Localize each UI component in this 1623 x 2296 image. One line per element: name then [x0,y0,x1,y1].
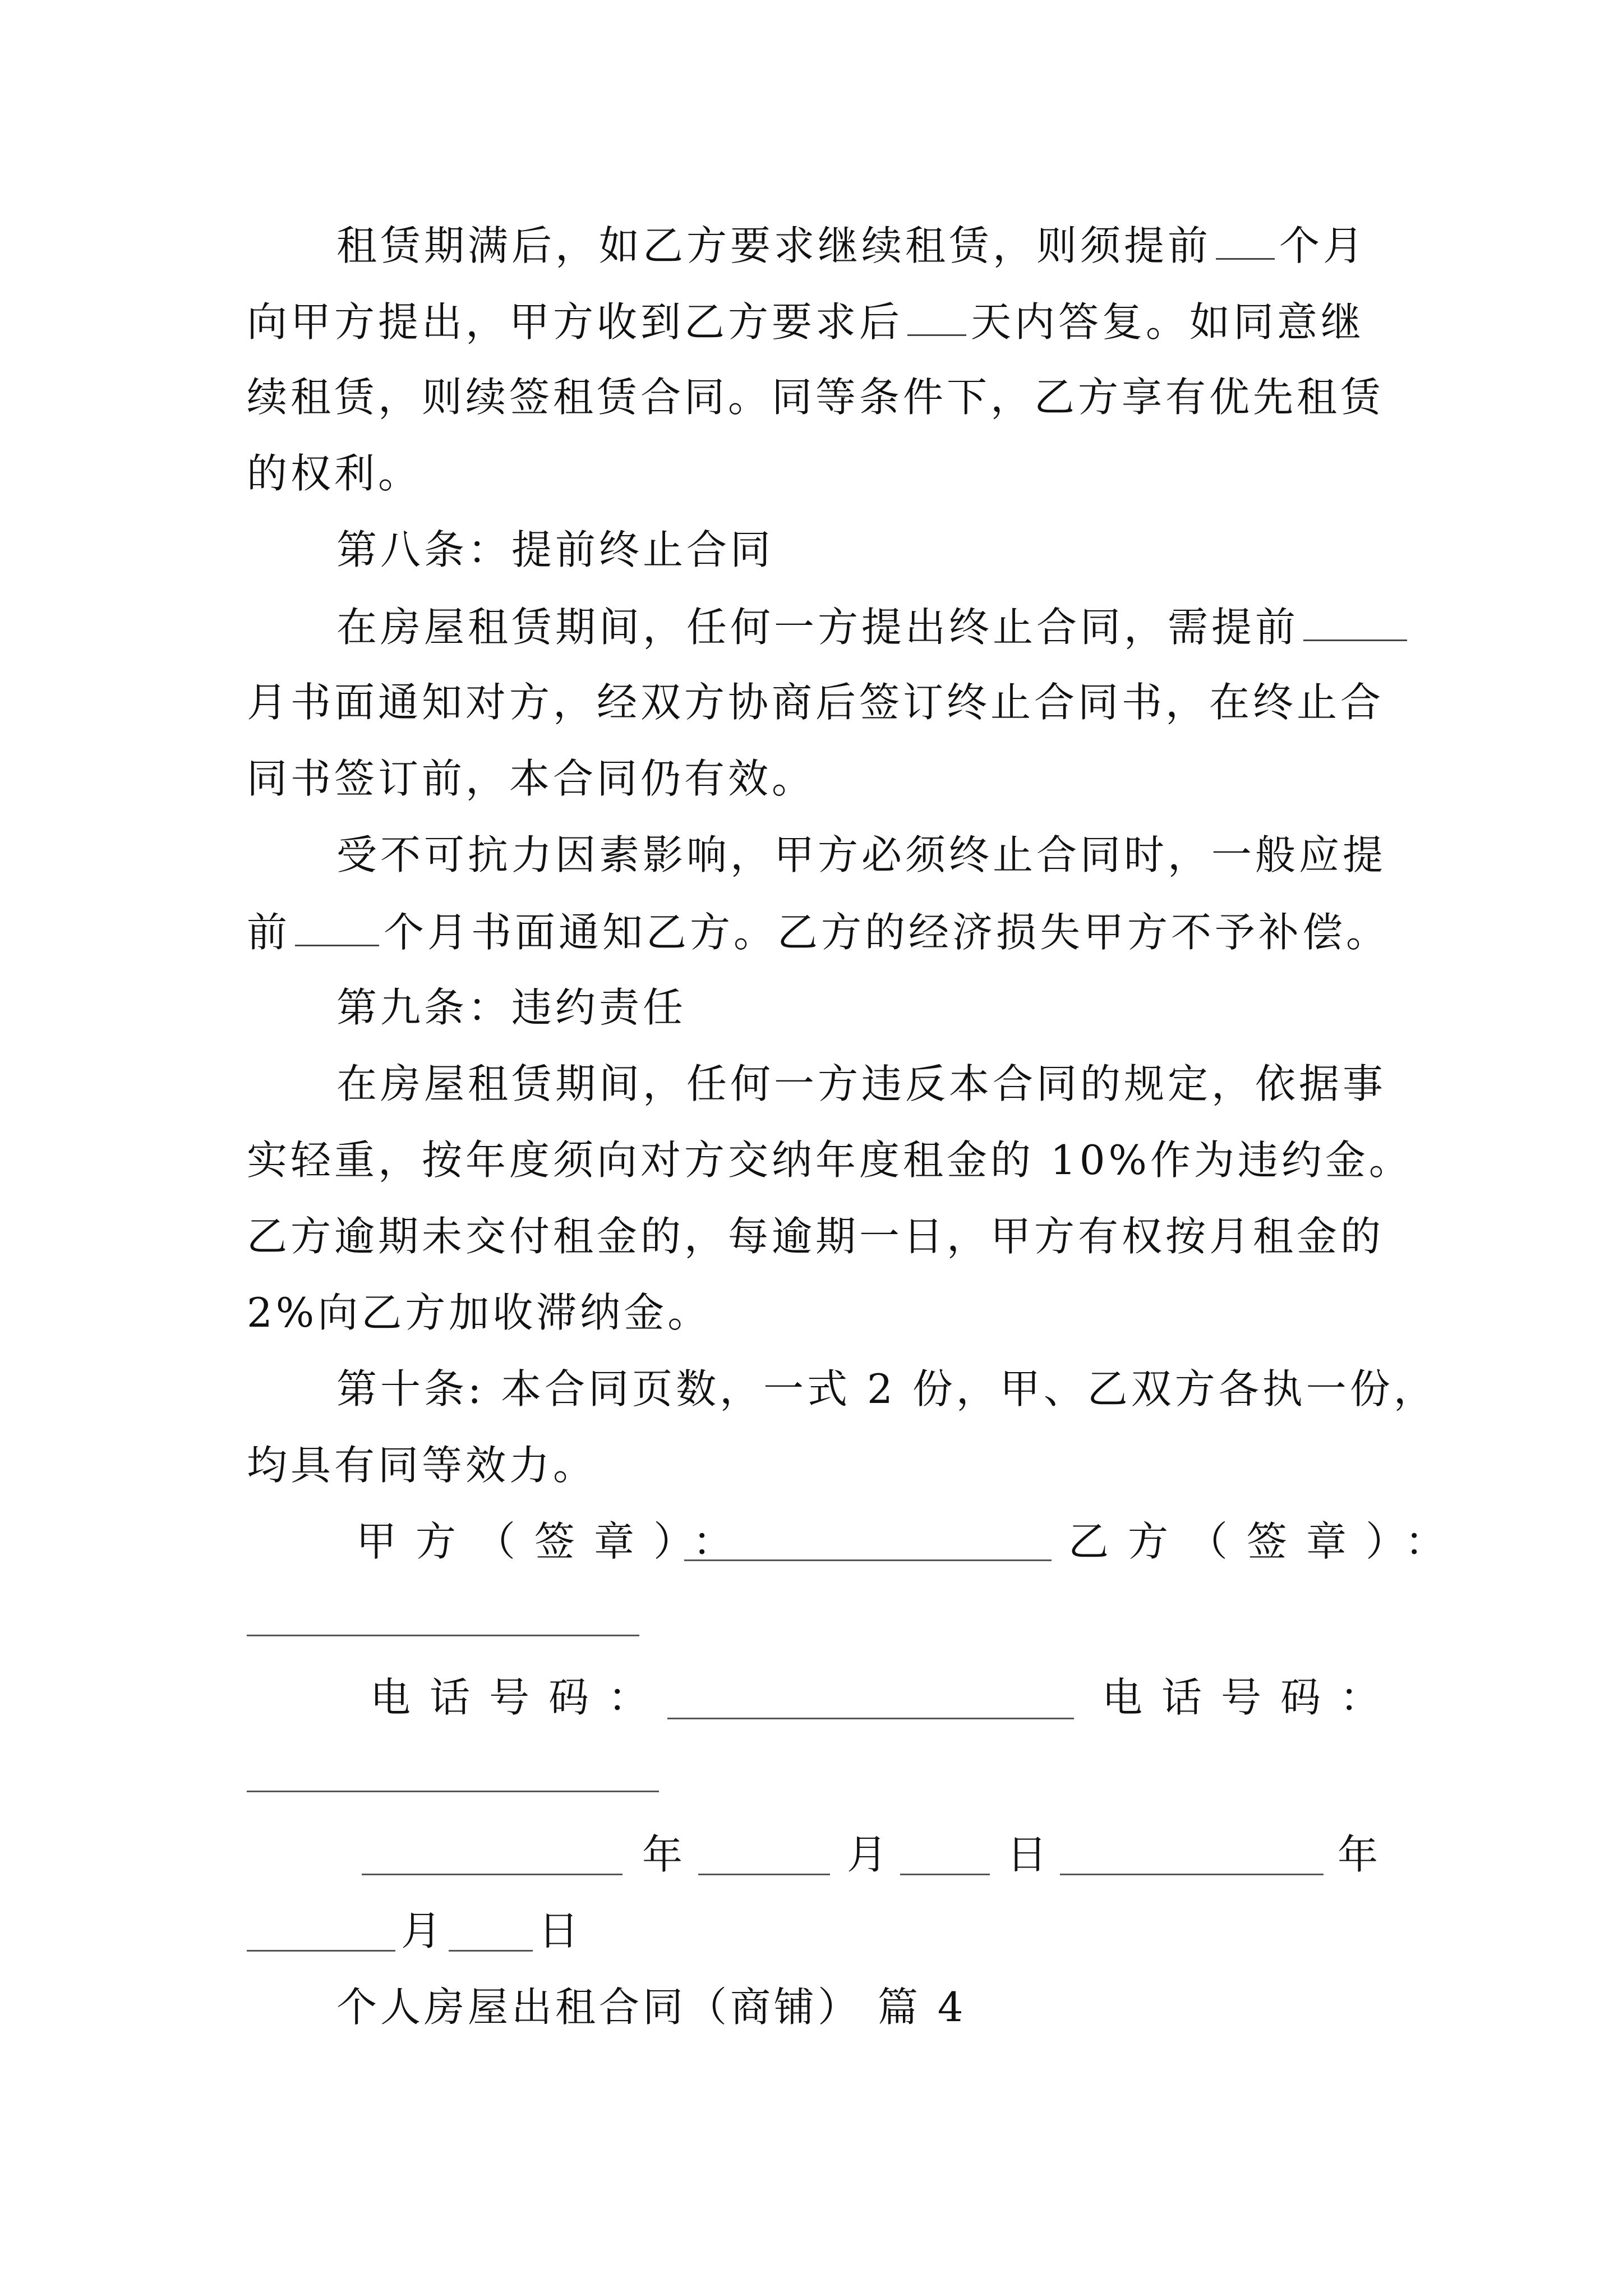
text-segment: 天内答复。如同意继 [971,298,1365,346]
article-heading: 第九条：违约责任 [336,984,687,1031]
phone-a-blank [667,1718,1074,1719]
blank-field [295,911,379,946]
article-heading: 第十条: 本合同页数，一式 2 份，甲、乙双方各执一份， [336,1365,1437,1412]
date-b-month-label: 月 [401,1907,445,1954]
paragraph-line [247,298,1365,346]
date-a-day-blank [900,1874,990,1875]
next-section-title: 个人房屋出租合同（商铺） 篇 4 [336,1984,967,2031]
text-segment: 个月书面通知乙方。乙方的经济损失甲方不予补偿。 [384,909,1390,956]
paragraph-line: 乙方逾期未交付租金的，每逾期一日，甲方有权按月租金的 [247,1213,1385,1260]
paragraph-line: 2%向乙方加收滞纳金。 [247,1289,712,1336]
date-b-day-label: 日 [538,1907,583,1954]
phone-a-label: 电话号码： [370,1674,668,1721]
blank-field [1303,606,1407,641]
text-segment: 租赁期满后，如乙方要求继续租赁，则须提前 [336,222,1212,269]
date-a-year-label: 年 [642,1831,686,1878]
paragraph-line: 续租赁，则续签租赁合同。同等条件下，乙方享有优先租赁 [247,374,1385,421]
paragraph-line: 同书签订前，本合同仍有效。 [247,755,816,802]
paragraph-line [336,222,1367,269]
date-b-day-blank [449,1950,533,1952]
paragraph-line: 的权利。 [247,450,422,497]
paragraph-line: 在房屋租赁期间，任何一方违反本合同的规定，依据事 [336,1060,1387,1107]
paragraph-line [336,604,1412,651]
date-b-year-label: 年 [1338,1831,1382,1878]
phone-b-label: 电话号码： [1102,1674,1400,1721]
paragraph-line [247,909,1390,956]
paragraph-line: 月书面通知对方，经双方协商后签订终止合同书，在终止合 [247,679,1385,726]
article-heading: 第八条：提前终止合同 [336,526,774,573]
text-segment: 向甲方提出，甲方收到乙方要求后 [247,298,903,346]
party-b-signature-label: 乙方（签章）： [1068,1518,1465,1565]
text-segment: 前 [247,909,291,956]
date-b-month-blank [247,1950,395,1952]
date-b-year-blank [1060,1874,1324,1875]
text-segment: 个月 [1279,222,1367,269]
text-segment: 在房屋租赁期间，任何一方提出终止合同，需提前 [336,604,1299,651]
paragraph-line: 均具有同等效力。 [247,1442,597,1489]
phone-b-blank [247,1791,659,1792]
blank-field [907,301,966,336]
date-a-month-label: 月 [847,1831,891,1878]
party-b-signature-blank [247,1635,639,1636]
party-a-signature-blank [684,1559,1052,1561]
blank-field [1216,224,1275,260]
date-a-day-label: 日 [1007,1831,1051,1878]
party-a-signature-label: 甲方（签章）： [356,1518,753,1565]
date-a-month-blank [698,1874,830,1875]
date-a-year-blank [362,1874,623,1875]
paragraph-line: 受不可抗力因素影响，甲方必须终止合同时，一般应提 [336,831,1387,878]
paragraph-line: 实轻重，按年度须向对方交纳年度租金的 10%作为违约金。 [247,1137,1413,1184]
